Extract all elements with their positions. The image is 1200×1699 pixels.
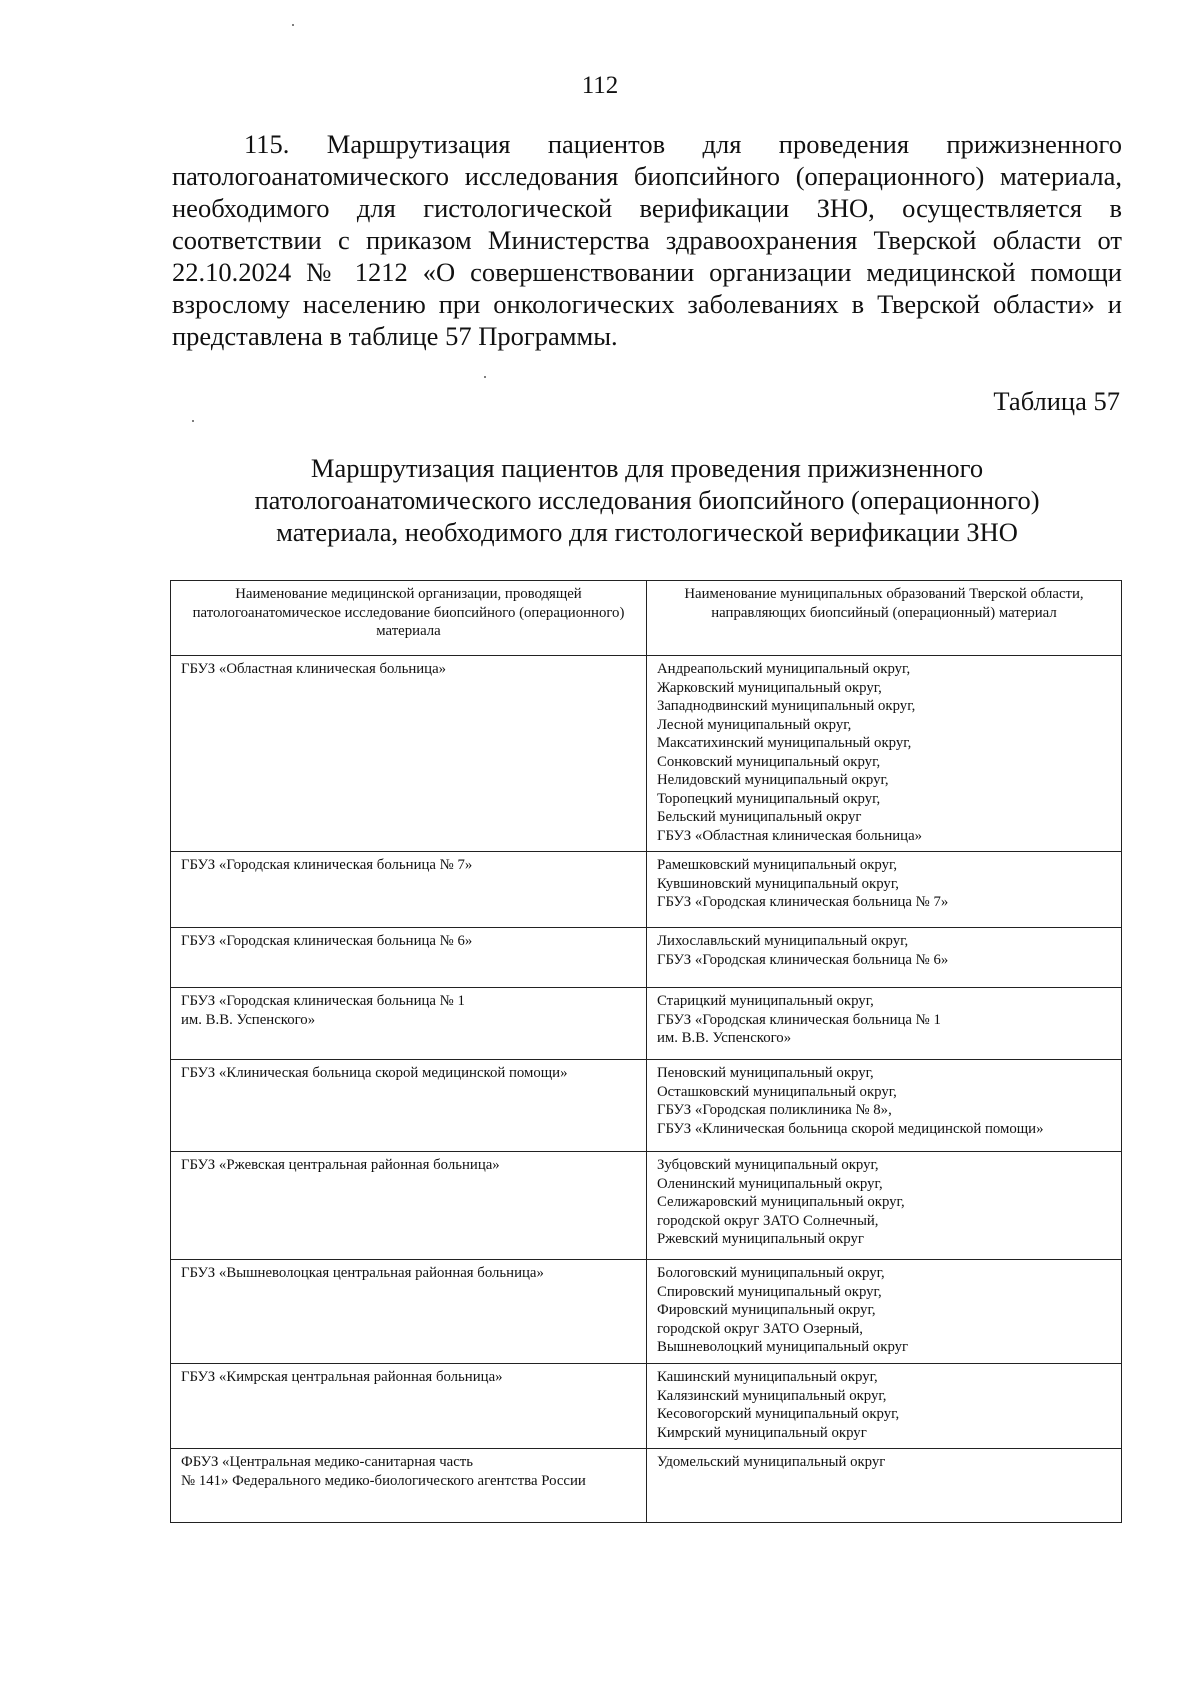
table-row xyxy=(171,1449,1122,1523)
municipality-line: Западнодвинский муниципальный округ, xyxy=(657,698,916,714)
organization-cell xyxy=(171,988,647,1060)
municipality-line: Торопецкий муниципальный округ, xyxy=(657,790,881,807)
municipality-line: Спировский муниципальный округ, xyxy=(657,1283,882,1300)
municipality-line: Нелидовский муниципальный округ, xyxy=(657,772,889,788)
organization-cell xyxy=(171,1364,647,1449)
municipalities-cell xyxy=(647,1449,1122,1523)
municipality-line: Андреапольский муниципальный округ, xyxy=(657,661,911,677)
scan-speck xyxy=(484,376,486,378)
table-row xyxy=(171,852,1122,928)
scan-speck xyxy=(292,24,294,26)
municipality-line: Удомельский муниципальный округ xyxy=(657,1454,886,1470)
organization-cell xyxy=(171,1060,647,1152)
organization-line: ГБУЗ «Клиническая больница скорой медицинской помощи» xyxy=(181,1065,568,1081)
municipality-line: Рамешковский муниципальный округ, xyxy=(657,857,898,873)
municipality-line: Фировский муниципальный округ, xyxy=(657,1302,876,1318)
municipality-line: Кувшиновский муниципальный округ, xyxy=(657,875,899,892)
municipality-line: ГБУЗ «Городская клиническая больница № 7» xyxy=(657,894,949,910)
municipality-line: Бологовский муниципальный округ, xyxy=(657,1265,885,1281)
municipality-line: Кашинский муниципальный округ, xyxy=(657,1369,878,1385)
routing-table xyxy=(170,580,1122,1523)
municipality-line: ГБУЗ «Городская клиническая больница № 6» xyxy=(657,951,949,968)
municipality-line: Зубцовский муниципальный округ, xyxy=(657,1157,879,1173)
organization-line: ГБУЗ «Вышневолоцкая центральная районная больница» xyxy=(181,1265,544,1281)
header-organization: Наименование медицинской организации, проводящей патологоанатомическое исследование биопсийного (операционного) материала xyxy=(171,581,647,656)
organization-line: ГБУЗ «Областная клиническая больница» xyxy=(181,661,447,677)
municipality-line: Оленинский муниципальный округ, xyxy=(657,1175,883,1192)
table-row xyxy=(171,1364,1122,1449)
municipality-line: Калязинский муниципальный округ, xyxy=(657,1387,887,1404)
table-title xyxy=(172,452,1122,548)
municipality-line: Кесовогорский муниципальный округ, xyxy=(657,1406,900,1422)
header-municipalities: Наименование муниципальных образований Тверской области, направляющих биопсийный (операционный) материал xyxy=(647,581,1122,656)
municipality-line: Жарковский муниципальный округ, xyxy=(657,679,882,696)
municipality-line: ГБУЗ «Городская клиническая больница № 1 xyxy=(657,1011,941,1028)
table-title-line: Маршрутизация пациентов для проведения прижизненного xyxy=(310,453,984,483)
municipality-line: Бельский муниципальный округ xyxy=(657,809,862,825)
table-title-line: патологоанатомического исследования биопсийного (операционного) xyxy=(254,485,1040,515)
table-row xyxy=(171,656,1122,852)
organization-cell xyxy=(171,1449,647,1523)
municipalities-cell xyxy=(647,1152,1122,1260)
table-body xyxy=(171,656,1122,1523)
municipality-line: городской округ ЗАТО Солнечный, xyxy=(657,1212,879,1229)
municipality-line: Осташковский муниципальный округ, xyxy=(657,1083,897,1100)
municipality-line: Вышневолоцкий муниципальный округ xyxy=(657,1339,909,1355)
municipalities-cell xyxy=(647,928,1122,988)
organization-line: № 141» Федерального медико-биологического агентства России xyxy=(181,1472,586,1489)
table-title-line: материала, необходимого для гистологической верификации ЗНО xyxy=(276,517,1018,547)
scan-speck xyxy=(192,420,194,422)
municipality-line: ГБУЗ «Городская поликлиника № 8», xyxy=(657,1102,892,1118)
table-header-row xyxy=(171,581,1122,656)
organization-line: ГБУЗ «Городская клиническая больница № 6» xyxy=(181,933,473,949)
municipality-line: Кимрский муниципальный округ xyxy=(657,1424,867,1441)
municipality-line: им. В.В. Успенского» xyxy=(657,1030,792,1046)
municipality-line: Лесной муниципальный округ, xyxy=(657,716,852,733)
organization-line: ГБУЗ «Кимрская центральная районная больница» xyxy=(181,1369,503,1385)
municipality-line: Максатихинский муниципальный округ, xyxy=(657,735,912,751)
municipality-line: Пеновский муниципальный округ, xyxy=(657,1065,874,1081)
municipality-line: Лихославльский муниципальный округ, xyxy=(657,933,909,949)
municipality-line: Старицкий муниципальный округ, xyxy=(657,993,874,1009)
municipalities-cell xyxy=(647,988,1122,1060)
organization-line: ГБУЗ «Ржевская центральная районная больница» xyxy=(181,1157,500,1173)
page-number: 112 xyxy=(581,72,619,99)
organization-line: ГБУЗ «Городская клиническая больница № 1 xyxy=(181,993,465,1009)
municipality-line: городской округ ЗАТО Озерный, xyxy=(657,1320,863,1337)
municipality-line: Ржевский муниципальный округ xyxy=(657,1231,864,1247)
organization-line: ФБУЗ «Центральная медико-санитарная часть xyxy=(181,1454,473,1470)
organization-line: ГБУЗ «Городская клиническая больница № 7» xyxy=(181,857,473,873)
municipality-line: Сонковский муниципальный округ, xyxy=(657,753,881,770)
municipality-line: ГБУЗ «Областная клиническая больница» xyxy=(657,827,923,844)
organization-cell xyxy=(171,928,647,988)
organization-cell xyxy=(171,656,647,852)
municipalities-cell xyxy=(647,656,1122,852)
table-label: Таблица 57 xyxy=(993,386,1120,416)
table-row xyxy=(171,1260,1122,1364)
municipalities-cell xyxy=(647,852,1122,928)
table-row xyxy=(171,928,1122,988)
organization-line: им. В.В. Успенского» xyxy=(181,1011,316,1028)
municipalities-cell xyxy=(647,1060,1122,1152)
municipality-line: ГБУЗ «Клиническая больница скорой медицинской помощи» xyxy=(657,1120,1044,1137)
organization-cell xyxy=(171,852,647,928)
table-row xyxy=(171,1152,1122,1260)
table-row xyxy=(171,1060,1122,1152)
organization-cell xyxy=(171,1152,647,1260)
municipalities-cell xyxy=(647,1260,1122,1364)
municipality-line: Селижаровский муниципальный округ, xyxy=(657,1194,905,1210)
organization-cell xyxy=(171,1260,647,1364)
body-paragraph: 115. Маршрутизация пациентов для проведения прижизненного патологоанатомического исследования биопсийного (операционного) материала, необходимого для гистологической верификации ЗНО, осуществляется в соответствии с приказом Министерства здравоохранения Тверской области от 22.10.2024 № 1212 «О совершенствовании организации медицинской помощи взрослому населению при онкологических заболеваниях в Тверской области» и представлена в таблице 57 Программы. xyxy=(172,129,1122,351)
table-row xyxy=(171,988,1122,1060)
municipalities-cell xyxy=(647,1364,1122,1449)
